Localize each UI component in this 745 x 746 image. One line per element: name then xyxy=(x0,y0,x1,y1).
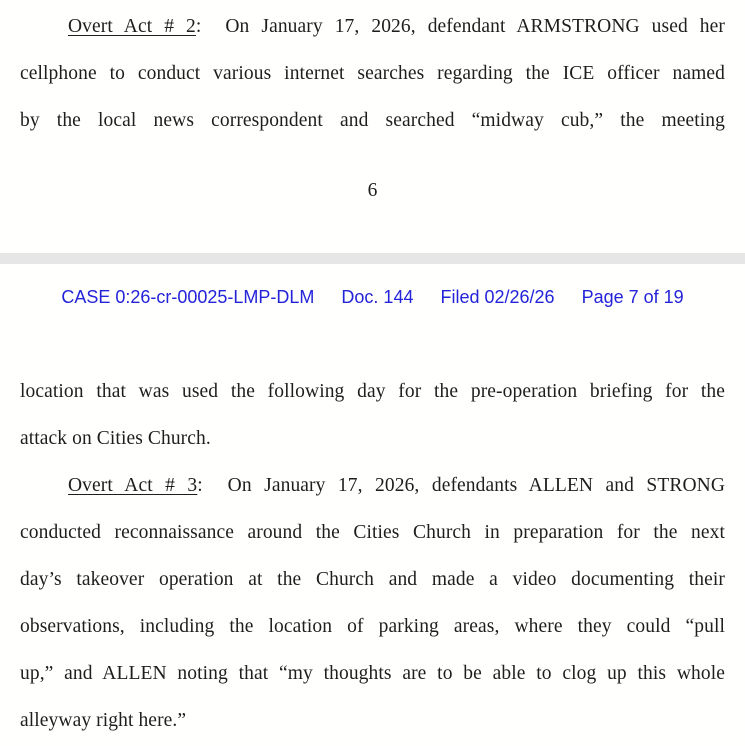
body-text: day’s takeover operation at the Church and made a video documenting their xyxy=(20,569,725,590)
body-text: cellphone to conduct various internet searches regarding the ICE officer named xyxy=(20,63,725,84)
page-separator xyxy=(0,253,745,264)
stamp-case-number: CASE 0:26-cr-00025-LMP-DLM xyxy=(61,287,315,307)
text-line xyxy=(20,650,725,697)
body-text: attack on Cities Church. xyxy=(20,428,211,449)
page-7 xyxy=(0,264,745,746)
body-text: alleyway right here.” xyxy=(20,710,187,731)
body-text: : On January 17, 2026, defendant ARMSTRONG used her xyxy=(195,16,725,37)
text-line xyxy=(20,697,725,744)
text-line xyxy=(20,556,725,603)
text-line xyxy=(20,3,725,50)
body-text: by the local news correspondent and searched “midway cub,” the meeting xyxy=(20,110,725,131)
stamp-page-info: Page 7 of 19 xyxy=(581,287,684,307)
body-text: location that was used the following day for the pre-operation briefing for the xyxy=(20,381,725,402)
page-7-text xyxy=(20,368,725,744)
underlined-heading-text: Overt Act # 3 xyxy=(68,475,198,496)
text-line xyxy=(20,415,725,462)
page-6-text xyxy=(20,3,725,144)
page-6 xyxy=(0,0,745,253)
page-number: 6 xyxy=(367,180,378,201)
text-line xyxy=(20,509,725,556)
text-line xyxy=(20,50,725,97)
text-line xyxy=(20,603,725,650)
text-line xyxy=(20,97,725,144)
body-text: up,” and ALLEN noting that “my thoughts are to be able to clog up this whole xyxy=(20,663,725,684)
body-text: conducted reconnaissance around the Cities Church in preparation for the next xyxy=(20,522,725,543)
underlined-heading-text: Overt Act # 2 xyxy=(68,16,196,37)
filing-stamp xyxy=(0,286,745,308)
body-text: : On January 17, 2026, defendants ALLEN and STRONG xyxy=(197,475,726,496)
stamp-filed-date: Filed 02/26/26 xyxy=(440,287,555,307)
stamp-doc-number: Doc. 144 xyxy=(341,287,414,307)
body-text: observations, including the location of parking areas, where they could “pull xyxy=(20,616,725,637)
text-line xyxy=(20,462,725,509)
text-line xyxy=(20,368,725,415)
